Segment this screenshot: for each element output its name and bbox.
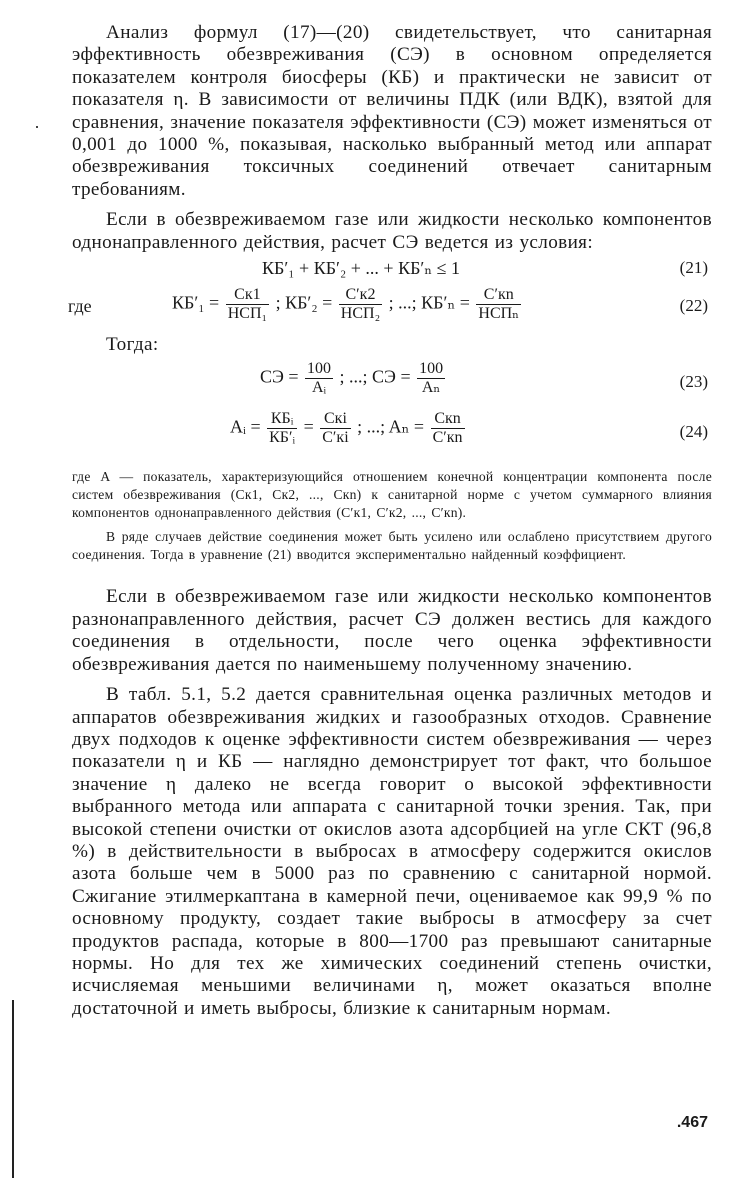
fraction-numerator: 100 [419, 360, 444, 378]
formula-23-term-1: СЭ = [260, 367, 299, 388]
formula-24-number: (24) [679, 422, 708, 442]
formula-24-term-1: Aᵢ = [230, 417, 261, 438]
paragraph-table-comparison: В табл. 5.1, 5.2 дается сравнительная оценка различных методов и аппаратов обезвреживания жидких и газообразных отходов. Сравнение двух подходов к оценке эффективности систем обезвреживания — через показатели η и КБ — наглядно демонстрирует тот факт, что большое значение η далеко не всегда говорит о высокой эффективности выбранного метода или аппарата с санитарной точки зрения. Так, при высокой степени очистки от окислов азота адсорбцией на угле СКТ (96,8 %) в действительности в выбросах в атмосферу содержится окислов азота больше чем в 5000 раз по сравнению с санитарной нормой. Сжигание этилмеркаптана в камерной печи, оцениваемое как 99,9 % по основному продукту, создает такие выбросы в атмосферу за счет продуктов распада, которые в 800—1700 раз превышают санитарные нормы. Но для тех же химических соединений степень очистки, исчисляемая меньшими величинами η, может оказаться вполне достаточной и иметь выбросы, близкие к санитарным нормам. [72, 684, 712, 1019]
formula-22-fraction-2 [339, 286, 382, 323]
fraction-denominator: C′кi [322, 429, 349, 447]
page-content [68, 22, 712, 1028]
note-definition-a: где A — показатель, характеризующийся отношением конечной концентрации компонента после систем обезвреживания (Cк1, Cк2, ..., Cкn) к санитарной норме с учетом суммарного влияния компонентов однонаправленного действия (C′к1, C′к2, ..., C′кn). [72, 469, 712, 521]
formula-23-fraction-2 [417, 360, 445, 397]
fraction-numerator: C′кn [476, 286, 521, 305]
formula-24-expression [230, 410, 467, 447]
fraction-denominator: НСПₙ [478, 305, 520, 323]
fraction-numerator: C′к2 [339, 286, 382, 305]
formula-22-term-3: ; ...; КБ′ₙ = [388, 292, 470, 313]
formula-24-fraction-3 [431, 410, 465, 447]
fraction-numerator: 100 [307, 360, 332, 378]
fraction-denominator: C′кn [432, 429, 463, 447]
formula-23-term-2: ; ...; СЭ = [339, 367, 411, 388]
page-number: .467 [676, 1114, 708, 1131]
formula-22 [68, 284, 712, 330]
fraction-numerator: Cк1 [226, 286, 269, 305]
formula-23-number: (23) [679, 372, 708, 392]
formula-21-expression: КБ′₁ + КБ′₂ + ... + КБ′ₙ ≤ 1 [262, 258, 461, 279]
formula-22-expression [172, 286, 523, 323]
paragraph-formula-analysis: Анализ формул (17)—(20) свидетельствует, что санитарная эффективность обезвреживания (СЭ) в основном определяется показателем контроля биосферы (КБ) и практически не зависит от показателя η. В зависимости от величины ПДК (или ВДК), взятой для сравнения, значение показателя эффективности (СЭ) может изменяться от 0,001 до 1000 %, показывая, насколько выбранный метод или аппарат обезвреживания токсичных соединений отвечает санитарным требованиям. [72, 22, 712, 200]
paragraph-then: Тогда: [106, 334, 159, 356]
formula-22-fraction-3 [476, 286, 521, 323]
fraction-denominator: НСП₁ [227, 305, 268, 323]
formula-22-term-1: КБ′₁ = [172, 292, 220, 313]
formula-23-fraction-1 [305, 360, 333, 397]
scan-mark [36, 126, 38, 128]
fraction-numerator: Cкn [431, 410, 465, 429]
formula-22-term-2: ; КБ′₂ = [275, 292, 333, 313]
fraction-denominator: Aₙ [421, 379, 441, 397]
scan-edge-line [12, 1000, 14, 1178]
formula-24-fraction-1 [267, 410, 297, 447]
formula-21 [72, 258, 712, 280]
fraction-numerator: Cкi [320, 410, 350, 429]
formula-22-number: (22) [679, 296, 708, 316]
paragraph-unidirectional: Если в обезвреживаемом газе или жидкости несколько компонентов однонаправленного действия, расчет СЭ ведется из условия: [72, 209, 712, 253]
fraction-numerator: КБᵢ [267, 410, 297, 429]
formula-21-number: (21) [679, 258, 708, 278]
formula-24-term-2: = [303, 417, 314, 438]
paragraph-multidirectional: Если в обезвреживаемом газе или жидкости несколько компонентов разнонаправленного действия, расчет СЭ должен вестись для каждого соединения в отдельности, после чего оценка эффективности обезвреживания дается по наименьшему полученному значению. [72, 586, 712, 675]
formula-22-fraction-1 [226, 286, 269, 323]
formula-24-term-3: ; ...; Aₙ = [357, 417, 425, 438]
fraction-denominator: Aᵢ [311, 379, 327, 397]
formula-23 [72, 360, 712, 406]
fraction-denominator: НСП₂ [340, 305, 381, 323]
formula-23-expression [260, 360, 447, 397]
formula-24-fraction-2 [320, 410, 350, 447]
fraction-denominator: КБ′ᵢ [269, 429, 296, 447]
note-coefficient: В ряде случаев действие соединения может быть усилено или ослаблено присутствием другого соединения. Тогда в уравнение (21) вводится экспериментально найденный коэффициент. [72, 529, 712, 563]
formula-24 [72, 410, 712, 456]
formula-22-where: где [68, 296, 92, 317]
